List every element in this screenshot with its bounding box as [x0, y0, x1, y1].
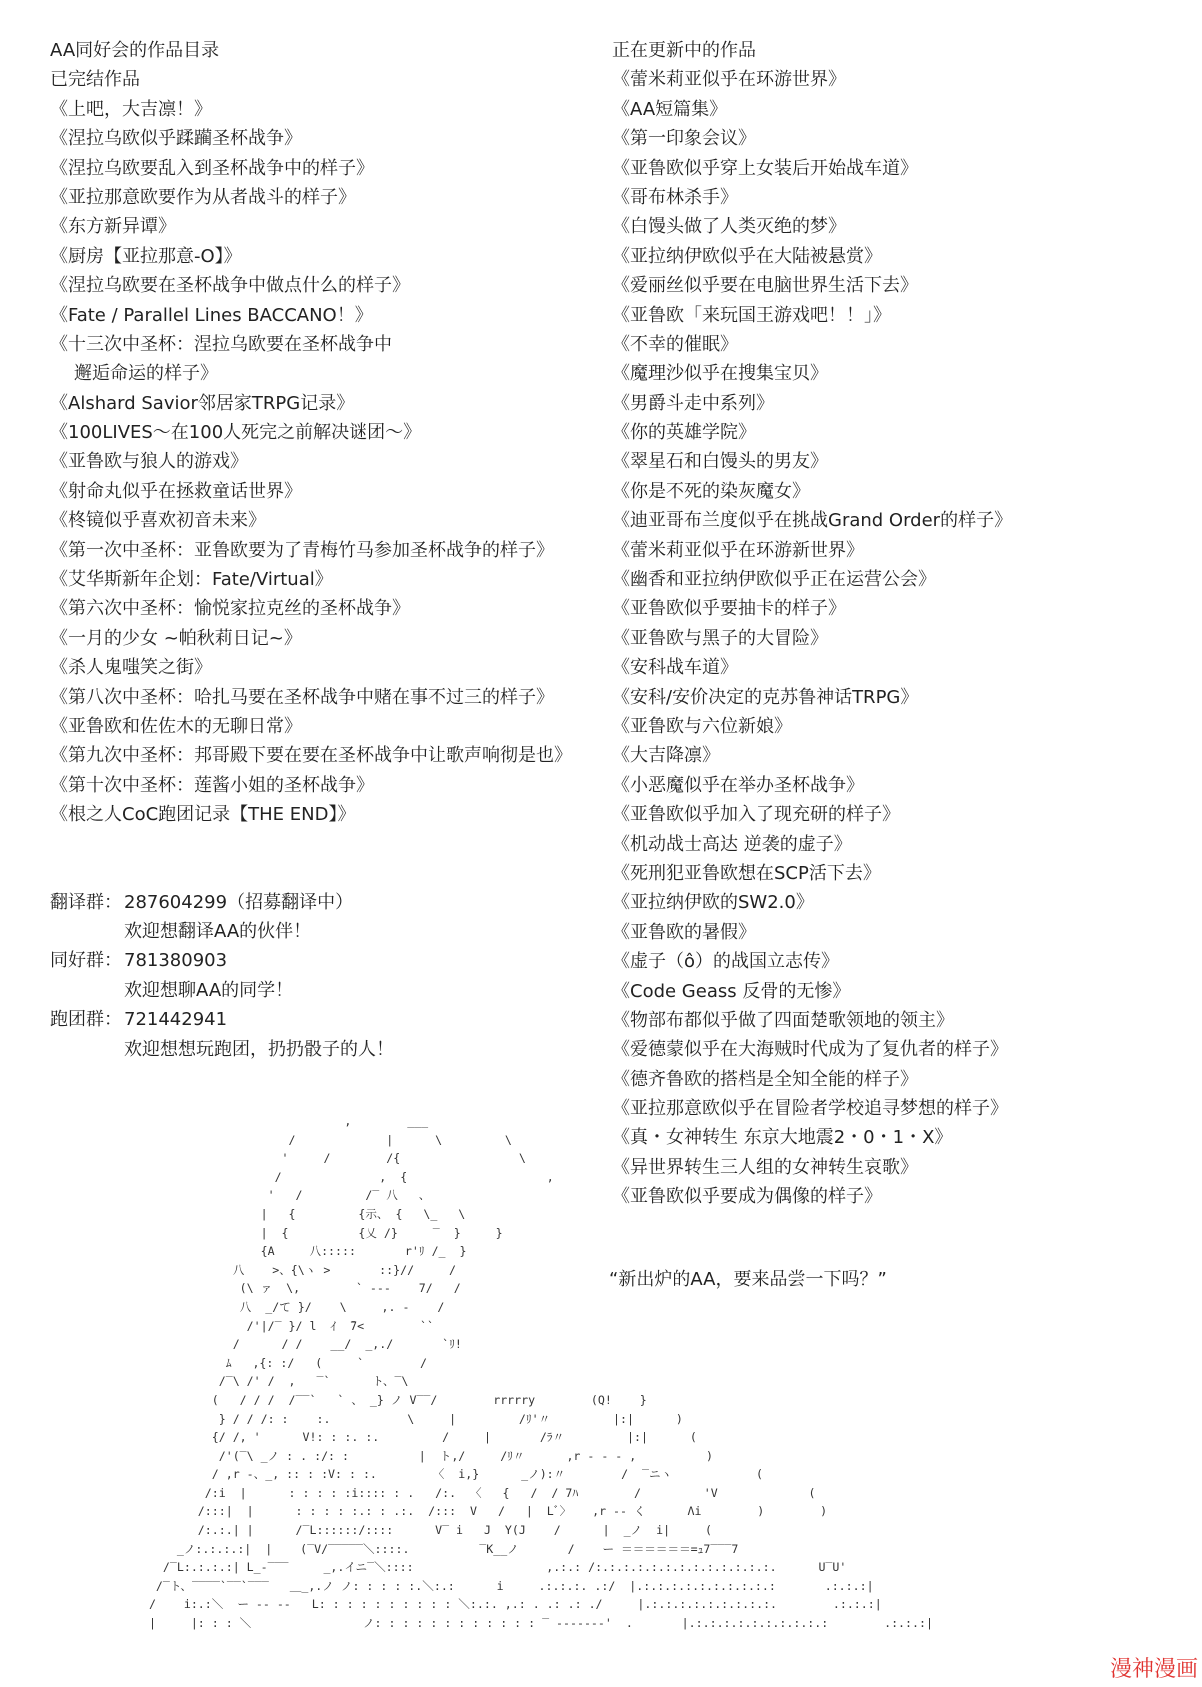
spacer: [50, 830, 610, 888]
completed-work-item: 邂逅命运的样子》: [74, 363, 218, 385]
ongoing-work-item: 《幽香和亚拉纳伊欧似乎正在运营公会》: [612, 569, 936, 591]
group-label: 跑团群：: [50, 1009, 122, 1031]
ongoing-work-item: 《爱德蒙似乎在大海贼时代成为了复仇者的样子》: [612, 1039, 1008, 1061]
ongoing-work-item: 《小恶魔似乎在举办圣杯战争》: [612, 774, 864, 796]
ascii-art-illustration: , ___ / | \ \ ' / /{ \ / , { , ' / /‾ 八 、 | { {示、 { \_ \ | { {乂 /} ‾ } } {A 八::::: r'ﾘ /_ } 八 >、{\ヽ > ::}// / (\ ァ \, ` ‐-- 7/ / 八 _/て }/ \ ,. ‐ / /'|/‾ }/ l ｲ ̄7< `` / / / __/ _,./ `ﾘ! ﾑ ,{: :/ ( ` / /‾\ /' / , ‾` ト、‾\ ( / / / /‾‾` ` 、 _} ノ V‾‾/ rrrrry (Q! } } / / /: : :. \ | /ﾘ'〃 |:| ) {/ /, ' V!: : :. :. / | /ﾗ〃 |:| ( /'(‾\ _ノ : . :/: : | ト,/ /ﾘ〃 ,r ‐ ‐ ‐ , ) / ,r ‐、_, :: : :V: : :. 〈 i,} _ノ):〃 / ‾ニヽ ( /:i | : : : : :i:::: : . /:. 〈 { / / 7ﾊ / 'V ( /:::| | : : : : :.: : .:. /::: V / | Lﾞ〉 ,r ‐‐ く Λi ) ) /:.:.| | /‾L::::::/:::: V‾ i J Y(J / | _ノ i| ( _ノ:.:.:.:| | (‾V/‾‾‾‾‾＼::::. ‾K__ノ / ー ＝＝＝＝＝＝=ｭ7‾‾‾7 /‾L:.:.:.:| L_-‾‾‾ _,.イニ‾＼:::: ,.:.: /:.:.:.:.:.:.:.:.:.:.:.:.:. U‾U' /‾ト、‾‾‾‾`‾‾`‾‾‾ ＿_,.ノ ノ: : : : :.＼:.: i .:.:.:. .:/ |.:.:.:.:.:.:.:.:.:.: .:.:.:| / i:.:＼ ー ‐‐ ‐‐ L: : : : : : : : : : ＼:.:. ,.: . .: .: ./ |.:.:.:.:.:.:.:.:.:. .:.:.:| | |: : : ＼ ノ: : : : : : : : : : : : ‾ ‐‐‐‐‐‐‐' . |.:.:.:.:.:.:.:.:.:.: .:.:.:|: [148, 1114, 933, 1631]
ongoing-work-item: 《安科/安价决定的克苏鲁神话TRPG》: [612, 686, 919, 708]
right-column: [612, 36, 1192, 1212]
completed-works-list: [50, 95, 610, 830]
completed-work-item: 《亚鲁欧和佐佐木的无聊日常》: [50, 715, 302, 737]
ongoing-work-item: 《异世界转生三人组的女神转生哀歌》: [612, 1156, 918, 1178]
ongoing-work-item: 《亚鲁欧似乎要抽卡的样子》: [612, 598, 846, 620]
group-number: 287604299（招募翻译中）: [124, 891, 354, 913]
completed-work-item: 《亚拉那意欧要作为从者战斗的样子》: [50, 186, 356, 208]
group-description: 欢迎想想玩跑团，扔扔骰子的人！: [124, 1038, 394, 1060]
catalog-title: AA同好会的作品目录: [50, 40, 220, 61]
group-description: 欢迎想翻译AA的伙伴！: [124, 920, 312, 942]
ongoing-works-list: [612, 65, 1192, 1211]
group-label: 同好群：: [50, 950, 122, 972]
group-description: 欢迎想聊AA的同学！: [124, 979, 294, 1001]
ongoing-work-item: 《机动战士高达 逆袭的虚子》: [612, 833, 852, 855]
completed-work-item: 《一月的少女 ~帕秋莉日记~》: [50, 627, 302, 649]
completed-work-item: 《Fate / Parallel Lines BACCANO！》: [50, 304, 373, 326]
completed-work-item: 《涅拉乌欧要在圣杯战争中做点什么的样子》: [50, 275, 410, 297]
ongoing-work-item: 《亚拉那意欧似乎在冒险者学校追寻梦想的样子》: [612, 1098, 1008, 1120]
completed-work-item: 《第一次中圣杯：亚鲁欧要为了青梅竹马参加圣杯战争的样子》: [50, 539, 554, 561]
completed-work-item: 《亚鲁欧与狼人的游戏》: [50, 451, 248, 473]
completed-work-item: 《Alshard Savior邻居家TRPG记录》: [50, 392, 355, 414]
group-row: [50, 946, 610, 975]
completed-work-item: 《厨房【亚拉那意-O】》: [50, 245, 242, 267]
ongoing-work-item: 《第一印象会议》: [612, 128, 756, 150]
ongoing-work-item: 《哥布林杀手》: [612, 186, 738, 208]
completed-work-item: 《射命丸似乎在拯救童话世界》: [50, 480, 302, 502]
ongoing-work-item: 《迪亚哥布兰度似乎在挑战Grand Order的样子》: [612, 510, 1013, 532]
ongoing-work-item: 《爱丽丝似乎要在电脑世界生活下去》: [612, 275, 918, 297]
site-watermark: 漫神漫画: [1109, 1657, 1198, 1682]
ongoing-work-item: 《亚鲁欧的暑假》: [612, 921, 756, 943]
ongoing-work-item: 《你的英雄学院》: [612, 422, 756, 444]
ongoing-work-item: 《虚子（ô）的战国立志传》: [612, 951, 840, 973]
group-row: [50, 888, 610, 917]
completed-work-item: 《十三次中圣杯：涅拉乌欧要在圣杯战争中: [50, 333, 392, 355]
completed-work-item: 《涅拉乌欧要乱入到圣杯战争中的样子》: [50, 157, 374, 179]
ongoing-work-item: 《AA短篇集》: [612, 98, 728, 120]
ongoing-work-item: 《大吉降凛》: [612, 745, 720, 767]
ongoing-work-item: 《死刑犯亚鲁欧想在SCP活下去》: [612, 862, 881, 884]
ongoing-work-item: 《亚鲁欧似乎加入了现充研的样子》: [612, 804, 900, 826]
completed-work-item: 《上吧，大吉凛！》: [50, 98, 212, 120]
completed-work-item: 《第九次中圣杯：邦哥殿下要在要在圣杯战争中让歌声响彻是也》: [50, 745, 572, 767]
group-row: [50, 1005, 610, 1034]
quote-text: “新出炉的AA，要来品尝一下吗？”: [609, 1269, 887, 1290]
ongoing-work-item: 《不幸的催眠》: [612, 333, 738, 355]
ongoing-work-item: 《亚鲁欧似乎要成为偶像的样子》: [612, 1186, 882, 1208]
completed-work-item: 《100LIVES～在100人死完之前解决谜团～》: [50, 422, 422, 444]
group-number: 781380903: [124, 950, 228, 972]
ongoing-work-item: 《你是不死的染灰魔女》: [612, 480, 810, 502]
completed-work-item: 《第八次中圣杯：哈扎马要在圣杯战争中赌在事不过三的样子》: [50, 686, 554, 708]
ongoing-work-item: 《安科战车道》: [612, 657, 738, 679]
ongoing-work-item: 《德齐鲁欧的搭档是全知全能的样子》: [612, 1068, 918, 1090]
completed-work-item: 《柊镜似乎喜欢初音未来》: [50, 510, 266, 532]
ongoing-work-item: 《物部布都似乎做了四面楚歌领地的领主》: [612, 1009, 954, 1031]
ongoing-work-item: 《魔理沙似乎在搜集宝贝》: [612, 363, 828, 385]
ongoing-work-item: 《真・女神转生 东京大地震2・0・1・X》: [612, 1127, 953, 1149]
group-number: 721442941: [124, 1009, 228, 1031]
ongoing-work-item: 《蕾米莉亚似乎在环游世界》: [612, 69, 846, 91]
ongoing-work-item: 《Code Geass 反骨的无惨》: [612, 980, 851, 1002]
ongoing-work-item: 《亚鲁欧「来玩国王游戏吧！！」》: [612, 304, 891, 326]
ongoing-work-item: 《亚拉纳伊欧的SW2.0》: [612, 892, 814, 914]
completed-work-item: 《杀人鬼嗤笑之街》: [50, 657, 212, 679]
group-list: [50, 888, 610, 1064]
left-column: [50, 36, 610, 1064]
completed-heading: 已完结作品: [50, 69, 140, 91]
ongoing-work-item: 《男爵斗走中系列》: [612, 392, 774, 414]
ongoing-work-item: 《亚鲁欧似乎穿上女装后开始战车道》: [612, 157, 918, 179]
completed-work-item: 《涅拉乌欧似乎蹂躏圣杯战争》: [50, 128, 302, 150]
completed-work-item: 《第六次中圣杯：愉悦家拉克丝的圣杯战争》: [50, 598, 410, 620]
completed-work-item: 《艾华斯新年企划：Fate/Virtual》: [50, 569, 333, 591]
ongoing-work-item: 《白馒头做了人类灭绝的梦》: [612, 216, 846, 238]
ongoing-work-item: 《亚拉纳伊欧似乎在大陆被悬赏》: [612, 245, 882, 267]
ongoing-work-item: 《蕾米莉亚似乎在环游新世界》: [612, 539, 864, 561]
ongoing-work-item: 《翠星石和白馒头的男友》: [612, 451, 828, 473]
ongoing-work-item: 《亚鲁欧与六位新娘》: [612, 715, 792, 737]
ongoing-heading: 正在更新中的作品: [612, 40, 756, 61]
completed-work-item: 《根之人CoC跑团记录【THE END】》: [50, 804, 356, 826]
ongoing-work-item: 《亚鲁欧与黑子的大冒险》: [612, 627, 828, 649]
completed-work-item: 《第十次中圣杯：莲酱小姐的圣杯战争》: [50, 774, 374, 796]
group-label: 翻译群：: [50, 891, 122, 913]
completed-work-item: 《东方新异谭》: [50, 216, 176, 238]
